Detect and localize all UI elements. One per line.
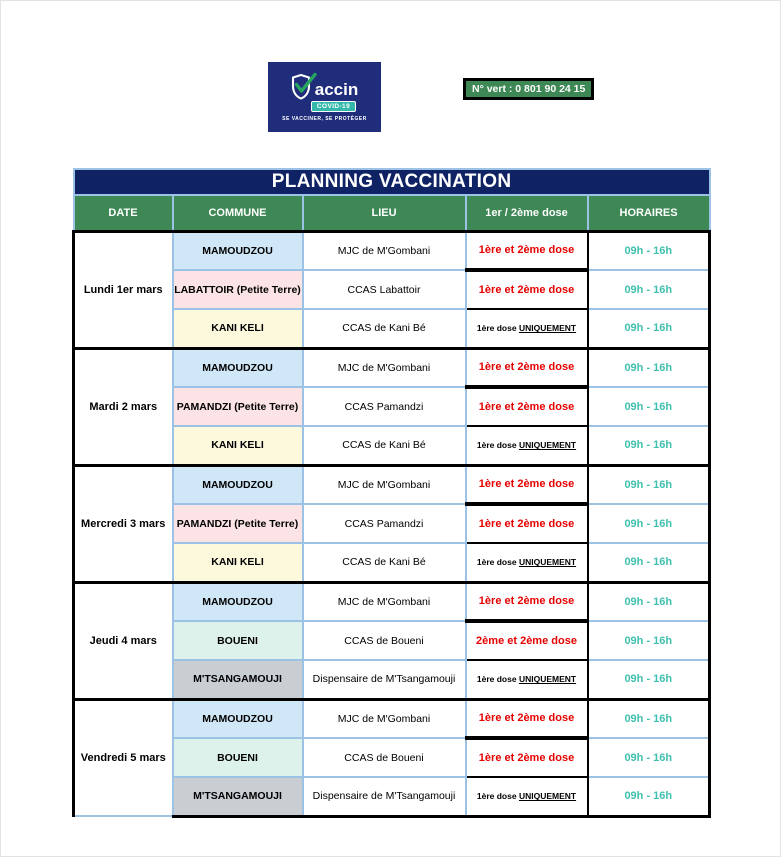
horaires-cell: 09h - 16h [588, 426, 710, 465]
commune-cell: PAMANDZI (Petite Terre) [173, 504, 303, 543]
column-header-dose: 1er / 2ème dose [466, 195, 588, 231]
lieu-cell: CCAS de Kani Bé [303, 543, 466, 582]
horaires-cell: 09h - 16h [588, 699, 710, 738]
logo-tagline: SE VACCINER, SE PROTÉGER [282, 116, 367, 122]
commune-cell: MAMOUDZOU [173, 582, 303, 621]
commune-cell: MAMOUDZOU [173, 231, 303, 270]
dose-cell: 1ère et 2ème dose [466, 465, 588, 504]
horaires-cell: 09h - 16h [588, 465, 710, 504]
lieu-cell: CCAS de Boueni [303, 738, 466, 777]
covid19-badge: COVID-19 [311, 101, 356, 112]
lieu-cell: CCAS de Boueni [303, 621, 466, 660]
lieu-cell: MJC de M'Gombani [303, 348, 466, 387]
table-header-row [74, 195, 710, 231]
lieu-cell: Dispensaire de M'Tsangamouji [303, 660, 466, 699]
horaires-cell: 09h - 16h [588, 738, 710, 777]
table-row [74, 465, 710, 504]
horaires-cell: 09h - 16h [588, 309, 710, 348]
dose-cell: 1ère dose UNIQUEMENT [466, 543, 588, 582]
dose-cell: 1ère dose UNIQUEMENT [466, 660, 588, 699]
logo-brand [291, 72, 358, 102]
dose-cell: 1ère et 2ème dose [466, 231, 588, 270]
commune-cell: MAMOUDZOU [173, 699, 303, 738]
horaires-cell: 09h - 16h [588, 543, 710, 582]
lieu-cell: MJC de M'Gombani [303, 582, 466, 621]
dose-cell: 1ère et 2ème dose [466, 504, 588, 543]
date-cell: Jeudi 4 mars [74, 582, 173, 699]
dose-cell: 1ère et 2ème dose [466, 582, 588, 621]
commune-cell: KANI KELI [173, 543, 303, 582]
lieu-cell: CCAS Pamandzi [303, 387, 466, 426]
lieu-cell: MJC de M'Gombani [303, 699, 466, 738]
column-header-commune: COMMUNE [173, 195, 303, 231]
table-title-row [74, 169, 710, 195]
dose-cell: 2ème et 2ème dose [466, 621, 588, 660]
horaires-cell: 09h - 16h [588, 621, 710, 660]
horaires-cell: 09h - 16h [588, 231, 710, 270]
lieu-cell: CCAS de Kani Bé [303, 426, 466, 465]
dose-cell: 1ère et 2ème dose [466, 270, 588, 309]
commune-cell: BOUENI [173, 738, 303, 777]
table-row [74, 231, 710, 270]
commune-cell: LABATTOIR (Petite Terre) [173, 270, 303, 309]
commune-cell: PAMANDZI (Petite Terre) [173, 387, 303, 426]
lieu-cell: CCAS Labattoir [303, 270, 466, 309]
commune-cell: BOUENI [173, 621, 303, 660]
dose-cell: 1ère et 2ème dose [466, 738, 588, 777]
commune-cell: MAMOUDZOU [173, 465, 303, 504]
horaires-cell: 09h - 16h [588, 660, 710, 699]
dose-cell: 1ère dose UNIQUEMENT [466, 426, 588, 465]
table-row [74, 348, 710, 387]
logo-brand-text: accin [314, 79, 359, 99]
shield-check-icon [291, 72, 317, 102]
horaires-cell: 09h - 16h [588, 582, 710, 621]
horaires-cell: 09h - 16h [588, 387, 710, 426]
dose-cell: 1ère dose UNIQUEMENT [466, 309, 588, 348]
lieu-cell: MJC de M'Gombani [303, 231, 466, 270]
green-number-badge: N° vert : 0 801 90 24 15 [463, 78, 594, 100]
column-header-lieu: LIEU [303, 195, 466, 231]
commune-cell: KANI KELI [173, 309, 303, 348]
planning-table [72, 168, 711, 818]
commune-cell: M'TSANGAMOUJI [173, 660, 303, 699]
dose-cell: 1ère et 2ème dose [466, 348, 588, 387]
lieu-cell: Dispensaire de M'Tsangamouji [303, 777, 466, 816]
table-row [74, 582, 710, 621]
horaires-cell: 09h - 16h [588, 270, 710, 309]
horaires-cell: 09h - 16h [588, 777, 710, 816]
horaires-cell: 09h - 16h [588, 504, 710, 543]
column-header-horaires: HORAIRES [588, 195, 710, 231]
dose-cell: 1ère dose UNIQUEMENT [466, 777, 588, 816]
dose-cell: 1ère et 2ème dose [466, 699, 588, 738]
column-header-date: DATE [74, 195, 173, 231]
dose-cell: 1ère et 2ème dose [466, 387, 588, 426]
lieu-cell: CCAS de Kani Bé [303, 309, 466, 348]
commune-cell: MAMOUDZOU [173, 348, 303, 387]
table-title: PLANNING VACCINATION [74, 169, 710, 195]
commune-cell: KANI KELI [173, 426, 303, 465]
date-cell: Lundi 1er mars [74, 231, 173, 348]
date-cell: Vendredi 5 mars [74, 699, 173, 816]
lieu-cell: MJC de M'Gombani [303, 465, 466, 504]
lieu-cell: CCAS Pamandzi [303, 504, 466, 543]
table-row [74, 699, 710, 738]
commune-cell: M'TSANGAMOUJI [173, 777, 303, 816]
date-cell: Mercredi 3 mars [74, 465, 173, 582]
vaccin-logo [268, 62, 381, 132]
horaires-cell: 09h - 16h [588, 348, 710, 387]
date-cell: Mardi 2 mars [74, 348, 173, 465]
